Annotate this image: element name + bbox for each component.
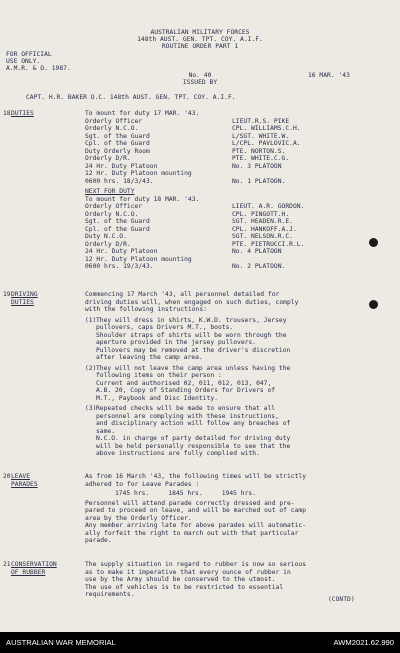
duty-role: Duty Orderly Room xyxy=(85,147,150,155)
paragraph-line: ally forfeit the right to march out with that particular xyxy=(85,529,299,537)
commander-line: CAPT. H.R. BAKER O.C. 148th AUST. GEN. TPT. COY. A.I.F. xyxy=(26,94,236,101)
order-date: 16 MAR. '43 xyxy=(308,72,350,79)
section-title: DRIVING xyxy=(11,291,38,298)
duty-role: Orderly Officer xyxy=(85,203,143,210)
header-org: AUSTRALIAN MILITARY FORCES xyxy=(150,29,250,36)
duty-assignee: LIEUT.R.S. PIKE xyxy=(232,117,290,125)
paragraph-line: Shoulder straps of shirts will be worn through the xyxy=(96,331,287,339)
official-use-line-2: USE ONLY. xyxy=(6,58,41,65)
paragraph-line: pullovers, caps Drivers M.T., boots. xyxy=(96,324,234,331)
paragraph-line: aperture provided in the jersey pullovers. xyxy=(96,339,257,346)
paragraph-line: will be held personally responsible to see that the xyxy=(96,442,291,450)
issued-by: ISSUED BY xyxy=(182,79,218,86)
section-title: DUTIES xyxy=(11,110,34,117)
paragraph-line: and disciplinary action will follow any breaches of xyxy=(96,420,291,427)
duty-role: 0600 hrs. 19/3/43. xyxy=(85,263,154,270)
paragraph-line: The use of vehicles is to be restricted to essential xyxy=(85,583,284,591)
archive-footer xyxy=(0,632,400,653)
footer-accession-number: AWM2021.62.990 xyxy=(333,638,394,647)
duty-role: 12 Hr. Duty Platoon mounting xyxy=(85,255,192,263)
paragraph-line: As from 16 March '43, the following times will be strictly xyxy=(85,473,307,480)
duty-assignee: PTE. PIETRUCCI.R.L. xyxy=(232,240,305,248)
duty-assignee: PTE. NORTON.S. xyxy=(232,147,286,155)
leave-parade-times: 1745 hrs. 1845 hrs. 1945 hrs. xyxy=(115,490,257,497)
duty-assignee: SGT. NELSON.R.C. xyxy=(232,233,293,240)
section-title: CONSERVATION xyxy=(11,561,57,568)
duty-role: Sgt. of the Guard xyxy=(85,218,150,225)
duty-role: Duty N.C.O. xyxy=(85,233,127,240)
duty-assignee: No. 4 PLATOON xyxy=(232,248,282,255)
section-number: 20 xyxy=(3,473,11,480)
official-use-line-1: FOR OFFICIAL xyxy=(6,51,52,58)
paragraph-line: They will not leave the camp area unless having the xyxy=(96,364,291,372)
paragraph-line: They will dress in shirts, K.W.D. trousers, Jersey xyxy=(96,316,287,324)
section-number: 19 xyxy=(3,291,11,298)
paragraph-line: Commencing 17 March '43, all personnel detailed for xyxy=(85,291,280,298)
paragraph-line: following items on their person : xyxy=(96,372,222,379)
duty-assignee: LIEUT. A.R. GORDON. xyxy=(232,203,305,210)
item-number: (2) xyxy=(85,364,97,372)
order-number: No. 40 xyxy=(188,72,212,79)
next-for-duty-heading: NEXT FOR DUTY xyxy=(85,188,135,195)
duty-role: Orderly N.C.O. xyxy=(85,210,139,218)
duty-role: Cpl. of the Guard xyxy=(85,140,150,147)
duty-assignee: No. 1 PLATOON. xyxy=(232,177,286,185)
paragraph-line: Pullovers may be removed at the driver's discretion xyxy=(96,346,291,354)
paragraph-line: driving duties will, when engaged on such duties, comply xyxy=(85,298,299,306)
paragraph-line: requirements. xyxy=(85,591,135,598)
paragraph-line: above instructions are fully complied with. xyxy=(96,450,260,457)
header-order-title: ROUTINE ORDER PART 1 xyxy=(161,43,239,50)
footer-source: AUSTRALIAN WAR MEMORIAL xyxy=(6,638,116,647)
paragraph-line: N.C.O. in charge of party detailed for driving duty xyxy=(96,435,291,442)
paragraph-line: Any member arriving late for above parades will automatic- xyxy=(85,522,307,529)
duty-role: 12 Hr. Duty Platoon mounting xyxy=(85,170,192,177)
duty-assignee: CPL. PINGOTT.H. xyxy=(232,210,290,218)
section-title: OF RUBBER xyxy=(11,568,46,576)
paragraph-line: same. xyxy=(96,427,116,435)
paragraph-line: as to make it imperative that every ounce of rubber in xyxy=(85,568,291,576)
duty-assignee: CPL. WILLIAMS.C.H. xyxy=(232,125,301,132)
paragraph-line: pared to proceed on leave, and will be marched out of camp xyxy=(85,507,307,514)
section-title: DUTIES xyxy=(11,298,34,306)
paragraph-line: use by the Army should be conserved to the utmost. xyxy=(85,576,276,583)
paragraph-line: Repeated checks will be made to ensure that all xyxy=(96,405,276,412)
duty-assignee: SGT. HEADEN.R.E. xyxy=(232,218,293,225)
section-number: 18 xyxy=(3,110,11,117)
duty-assignee: CPL. HANKOFF.A.J. xyxy=(232,225,297,233)
paragraph-line: Personnel will attend parade correctly dressed and pre- xyxy=(85,499,295,507)
duty-intro: To mount for duty 17 MAR. '43. xyxy=(85,110,200,117)
paragraph-line: with the following instructions: xyxy=(85,306,207,313)
duty-role: 24 Hr. Duty Platoon xyxy=(85,248,158,255)
section-title: LEAVE xyxy=(11,473,31,480)
item-number: (1) xyxy=(85,316,97,324)
binder-hole xyxy=(369,238,378,247)
duty-assignee: L/SGT. WHITE.W. xyxy=(232,132,290,140)
duty-role: Orderly N.C.O. xyxy=(85,125,139,132)
section-title: PARADES xyxy=(11,480,38,488)
duty-assignee: No. 3 PLATOON xyxy=(232,162,282,170)
paragraph-line: parade. xyxy=(85,537,112,544)
duty-role: 0600 hrs. 18/3/43. xyxy=(85,177,154,185)
header-unit: 148th AUST. GEN. TPT. COY. A.I.F. xyxy=(137,36,263,43)
binder-hole xyxy=(369,300,378,309)
paragraph-line: area by the Orderly Officer. xyxy=(85,514,192,522)
paragraph-line: Current and authorised 02, 011, 012, 013, 047, xyxy=(96,379,272,387)
paragraph-line: adhered to for Leave Parades : xyxy=(85,480,200,488)
duty-role: Sgt. of the Guard xyxy=(85,132,150,140)
duty-role: Orderly D/R. xyxy=(85,155,131,162)
continued-marker: (CONTD) xyxy=(328,596,355,603)
paragraph-line: A.B. 20, Copy of Standing Orders for Drivers of xyxy=(96,387,276,394)
item-number: (3) xyxy=(85,405,97,412)
paragraph-line: The supply situation in regard to rubber is now so serious xyxy=(85,561,307,568)
duty-assignee: PTE. WHITE.C.G. xyxy=(232,155,290,162)
duty-assignee: L/CPL. PAVLOVIC.A. xyxy=(232,140,301,147)
duty-assignee: No. 2 PLATOON. xyxy=(232,263,286,270)
paragraph-line: M.T., Paybook and Disc Identity. xyxy=(96,394,218,402)
duty-role: Orderly Officer xyxy=(85,117,143,125)
official-use-line-3: A.M.R. & O. 1987. xyxy=(6,65,71,72)
duty-intro: To mount for duty 18 MAR. '43. xyxy=(85,195,200,203)
duty-role: 24 Hr. Duty Platoon xyxy=(85,162,158,170)
duty-role: Cpl. of the Guard xyxy=(85,225,150,233)
paragraph-line: after leaving the camp area. xyxy=(96,354,203,361)
duty-role: Orderly D/R. xyxy=(85,240,131,248)
section-number: 21 xyxy=(3,561,11,568)
paragraph-line: personnel are complying with these instructions, xyxy=(96,412,279,420)
